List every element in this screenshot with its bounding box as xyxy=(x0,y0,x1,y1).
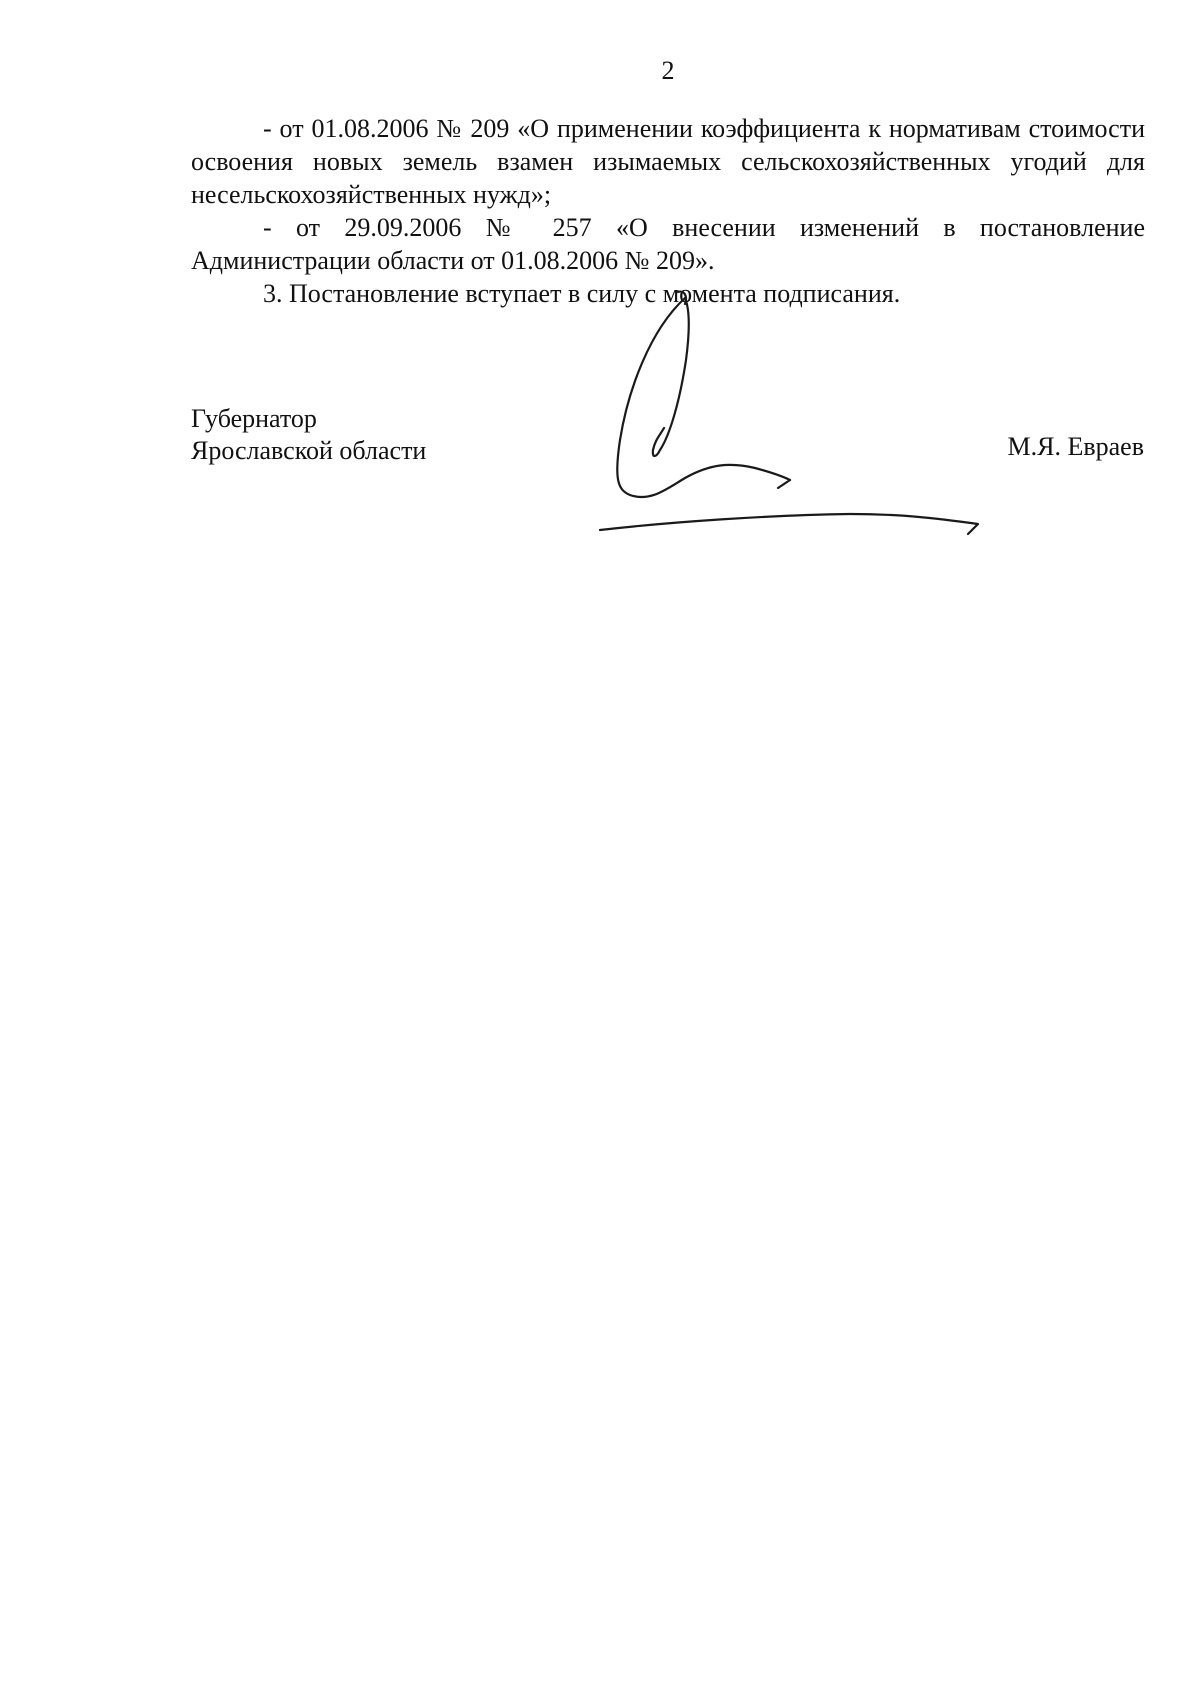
paragraph-resolution-209: - от 01.08.2006 № 209 «О применении коэффициента к нормативам стоимости освоения новых земель взамен изымаемых сельскохозяйственных угодий для несельскохозяйственных нужд»; xyxy=(191,114,1145,209)
signatory-position-line1: Губернатор xyxy=(191,404,317,433)
paragraph-resolution-257: - от 29.09.2006 № 257 «О внесении изменений в постановление Администрации области от 01.08.2006 № 209». xyxy=(191,213,1145,275)
handwritten-signature xyxy=(590,290,1010,560)
signatory-position-line2: Ярославской области xyxy=(191,436,427,465)
signatory-position xyxy=(191,403,426,467)
paragraph-effective-date: 3. Постановление вступает в силу с момента подписания. xyxy=(263,279,901,308)
page-number: 2 xyxy=(661,56,675,85)
document-body xyxy=(191,112,1145,310)
signatory-name: М.Я. Евраев xyxy=(1007,432,1144,461)
